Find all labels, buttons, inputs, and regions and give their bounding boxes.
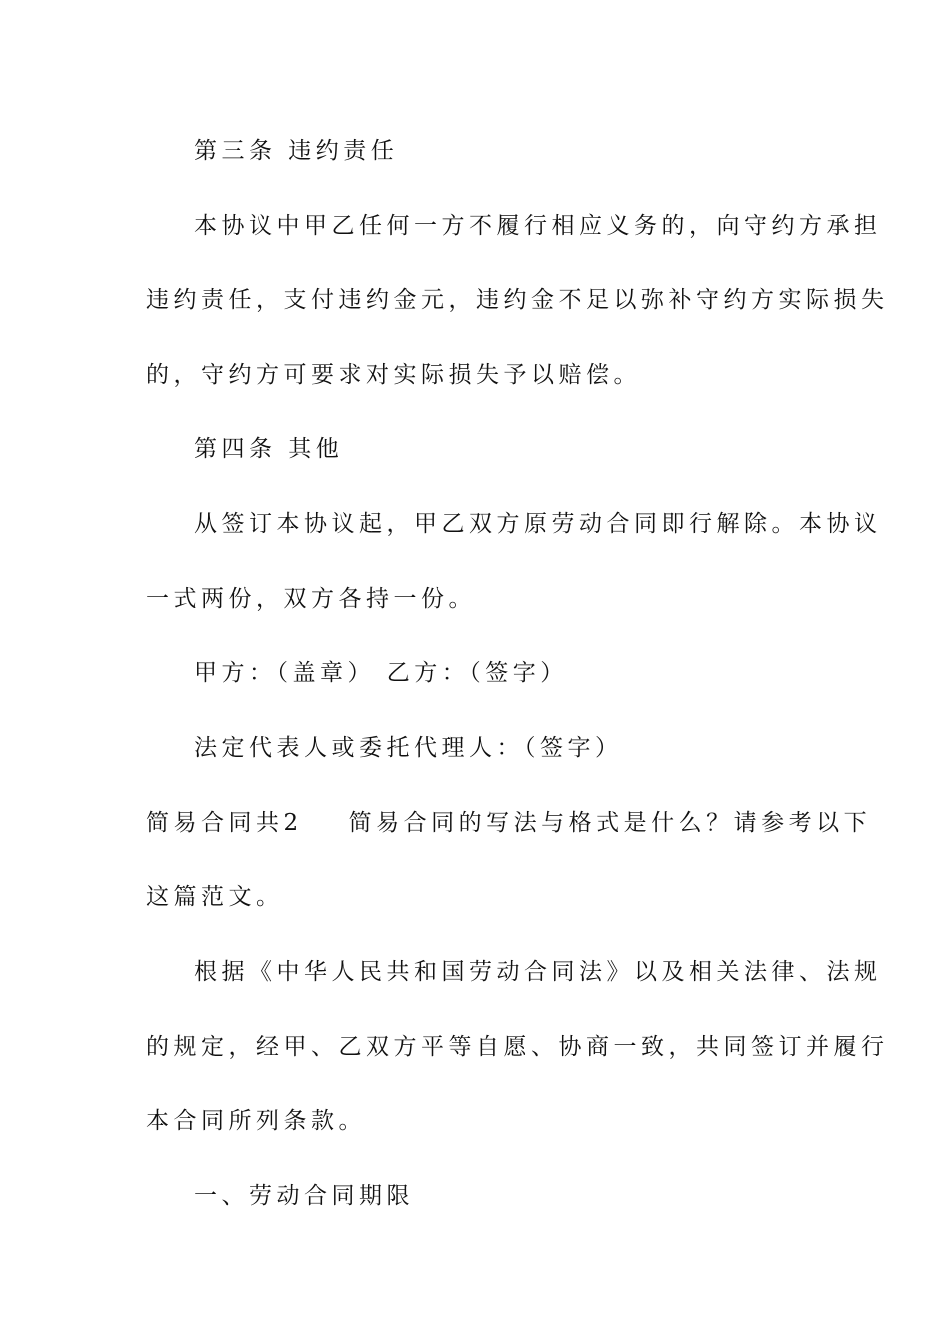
section-title-line	[146, 808, 872, 838]
representative-line: 法定代表人或委托代理人：（签字）	[194, 735, 623, 761]
signature-line: 甲方：（盖章） 乙方：（签字）	[194, 660, 568, 686]
paragraph-line: 这篇范文。	[146, 884, 284, 910]
paragraph-line: 违约责任，支付违约金元，违约金不足以弥补守约方实际损失	[146, 287, 889, 313]
paragraph-line: 本合同所列条款。	[146, 1108, 366, 1134]
paragraph-line: 本协议中甲乙任何一方不履行相应义务的，向守约方承担	[194, 213, 882, 239]
contract-term-heading: 一、劳动合同期限	[194, 1183, 414, 1209]
paragraph-line: 的，守约方可要求对实际损失予以赔偿。	[146, 362, 641, 388]
section-intro: 简易合同的写法与格式是什么？请参考以下	[348, 810, 872, 836]
article-4-heading: 第四条 其他	[194, 436, 344, 462]
paragraph-line: 从签订本协议起，甲乙双方原劳动合同即行解除。本协议	[194, 511, 882, 537]
paragraph-line: 根据《中华人民共和国劳动合同法》以及相关法律、法规	[194, 959, 882, 985]
paragraph-line: 的规定，经甲、乙双方平等自愿、协商一致，共同签订并履行	[146, 1034, 889, 1060]
paragraph-line: 一式两份，双方各持一份。	[146, 586, 476, 612]
article-3-heading: 第三条 违约责任	[194, 138, 399, 164]
section-title: 简易合同共2	[146, 810, 303, 836]
